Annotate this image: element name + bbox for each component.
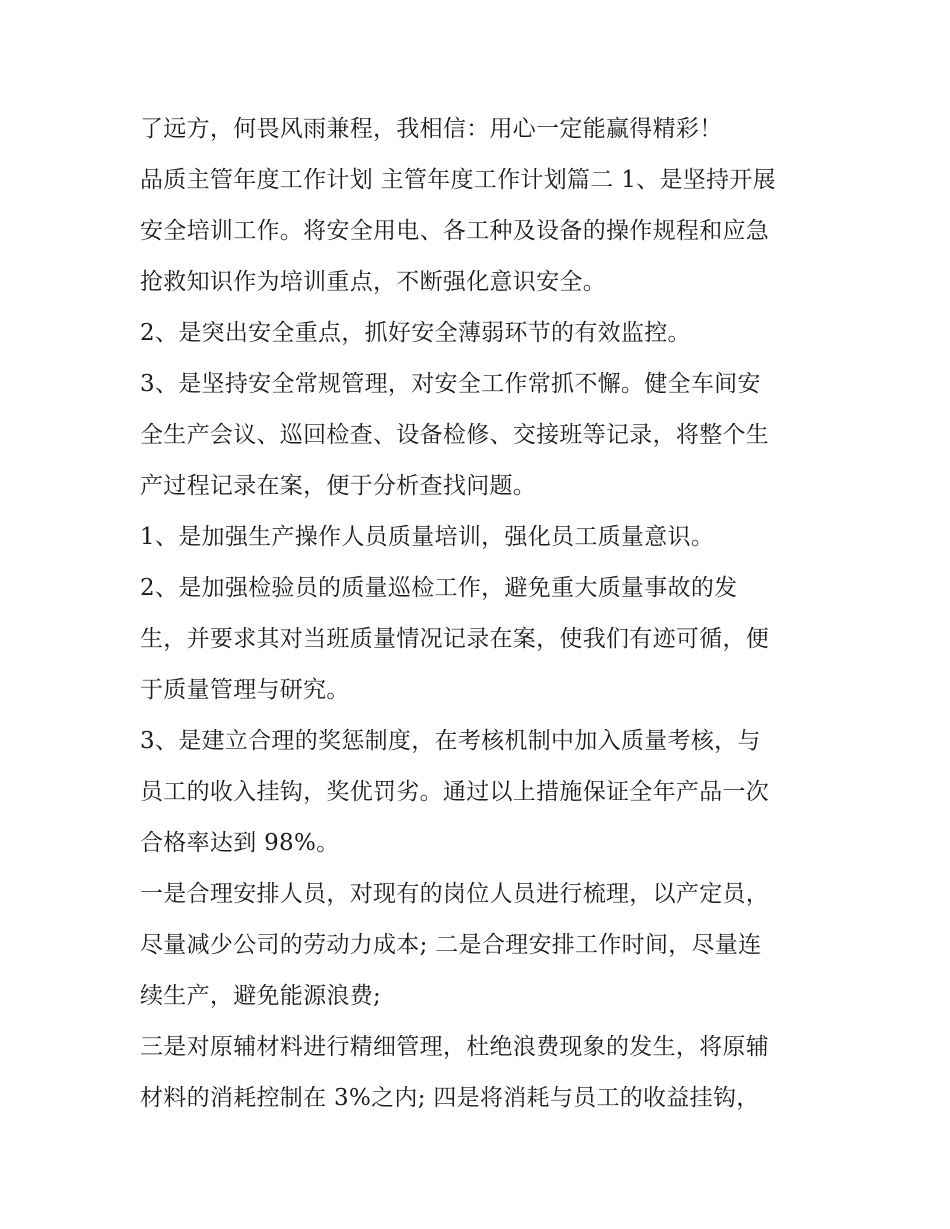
text-line: 于质量管理与研究。	[140, 677, 350, 703]
text-line: 品质主管年度工作计划 主管年度工作计划篇二 1、是坚持开展	[140, 167, 776, 193]
text-line: 续生产，避免能源浪费;	[140, 983, 382, 1009]
text-line: 产过程记录在案，便于分析查找问题。	[140, 473, 537, 499]
text-line: 员工的收入挂钩，奖优罚劣。通过以上措施保证全年产品一次	[140, 779, 770, 805]
text-line: 安全培训工作。将安全用电、各工种及设备的操作规程和应急	[140, 218, 770, 244]
text-line: 一是合理安排人员，对现有的岗位人员进行梳理，以产定员，	[140, 881, 770, 907]
text-line: 尽量减少公司的劳动力成本; 二是合理安排工作时间，尽量连	[140, 932, 762, 958]
text-line: 3、是建立合理的奖惩制度，在考核机制中加入质量考核，与	[140, 728, 761, 754]
text-line: 材料的消耗控制在 3%之内; 四是将消耗与员工的收益挂钩，	[140, 1085, 760, 1111]
text-line: 2、是突出安全重点，抓好安全薄弱环节的有效监控。	[140, 320, 691, 346]
text-line: 生，并要求其对当班质量情况记录在案，使我们有迹可循，便	[140, 626, 770, 652]
text-line: 三是对原辅材料进行精细管理，杜绝浪费现象的发生，将原辅	[140, 1034, 770, 1060]
text-line: 抢救知识作为培训重点，不断强化意识安全。	[140, 269, 606, 295]
text-line: 2、是加强检验员的质量巡检工作，避免重大质量事故的发	[140, 575, 738, 601]
text-line: 1、是加强生产操作人员质量培训，强化员工质量意识。	[140, 524, 715, 550]
text-line: 全生产会议、巡回检查、设备检修、交接班等记录，将整个生	[140, 422, 770, 448]
text-line: 合格率达到 98%。	[140, 830, 340, 856]
text-line: 了远方，何畏风雨兼程，我相信：用心一定能赢得精彩！	[140, 116, 723, 142]
document-body	[140, 104, 816, 1124]
text-line: 3、是坚持安全常规管理，对安全工作常抓不懈。健全车间安	[140, 371, 761, 397]
